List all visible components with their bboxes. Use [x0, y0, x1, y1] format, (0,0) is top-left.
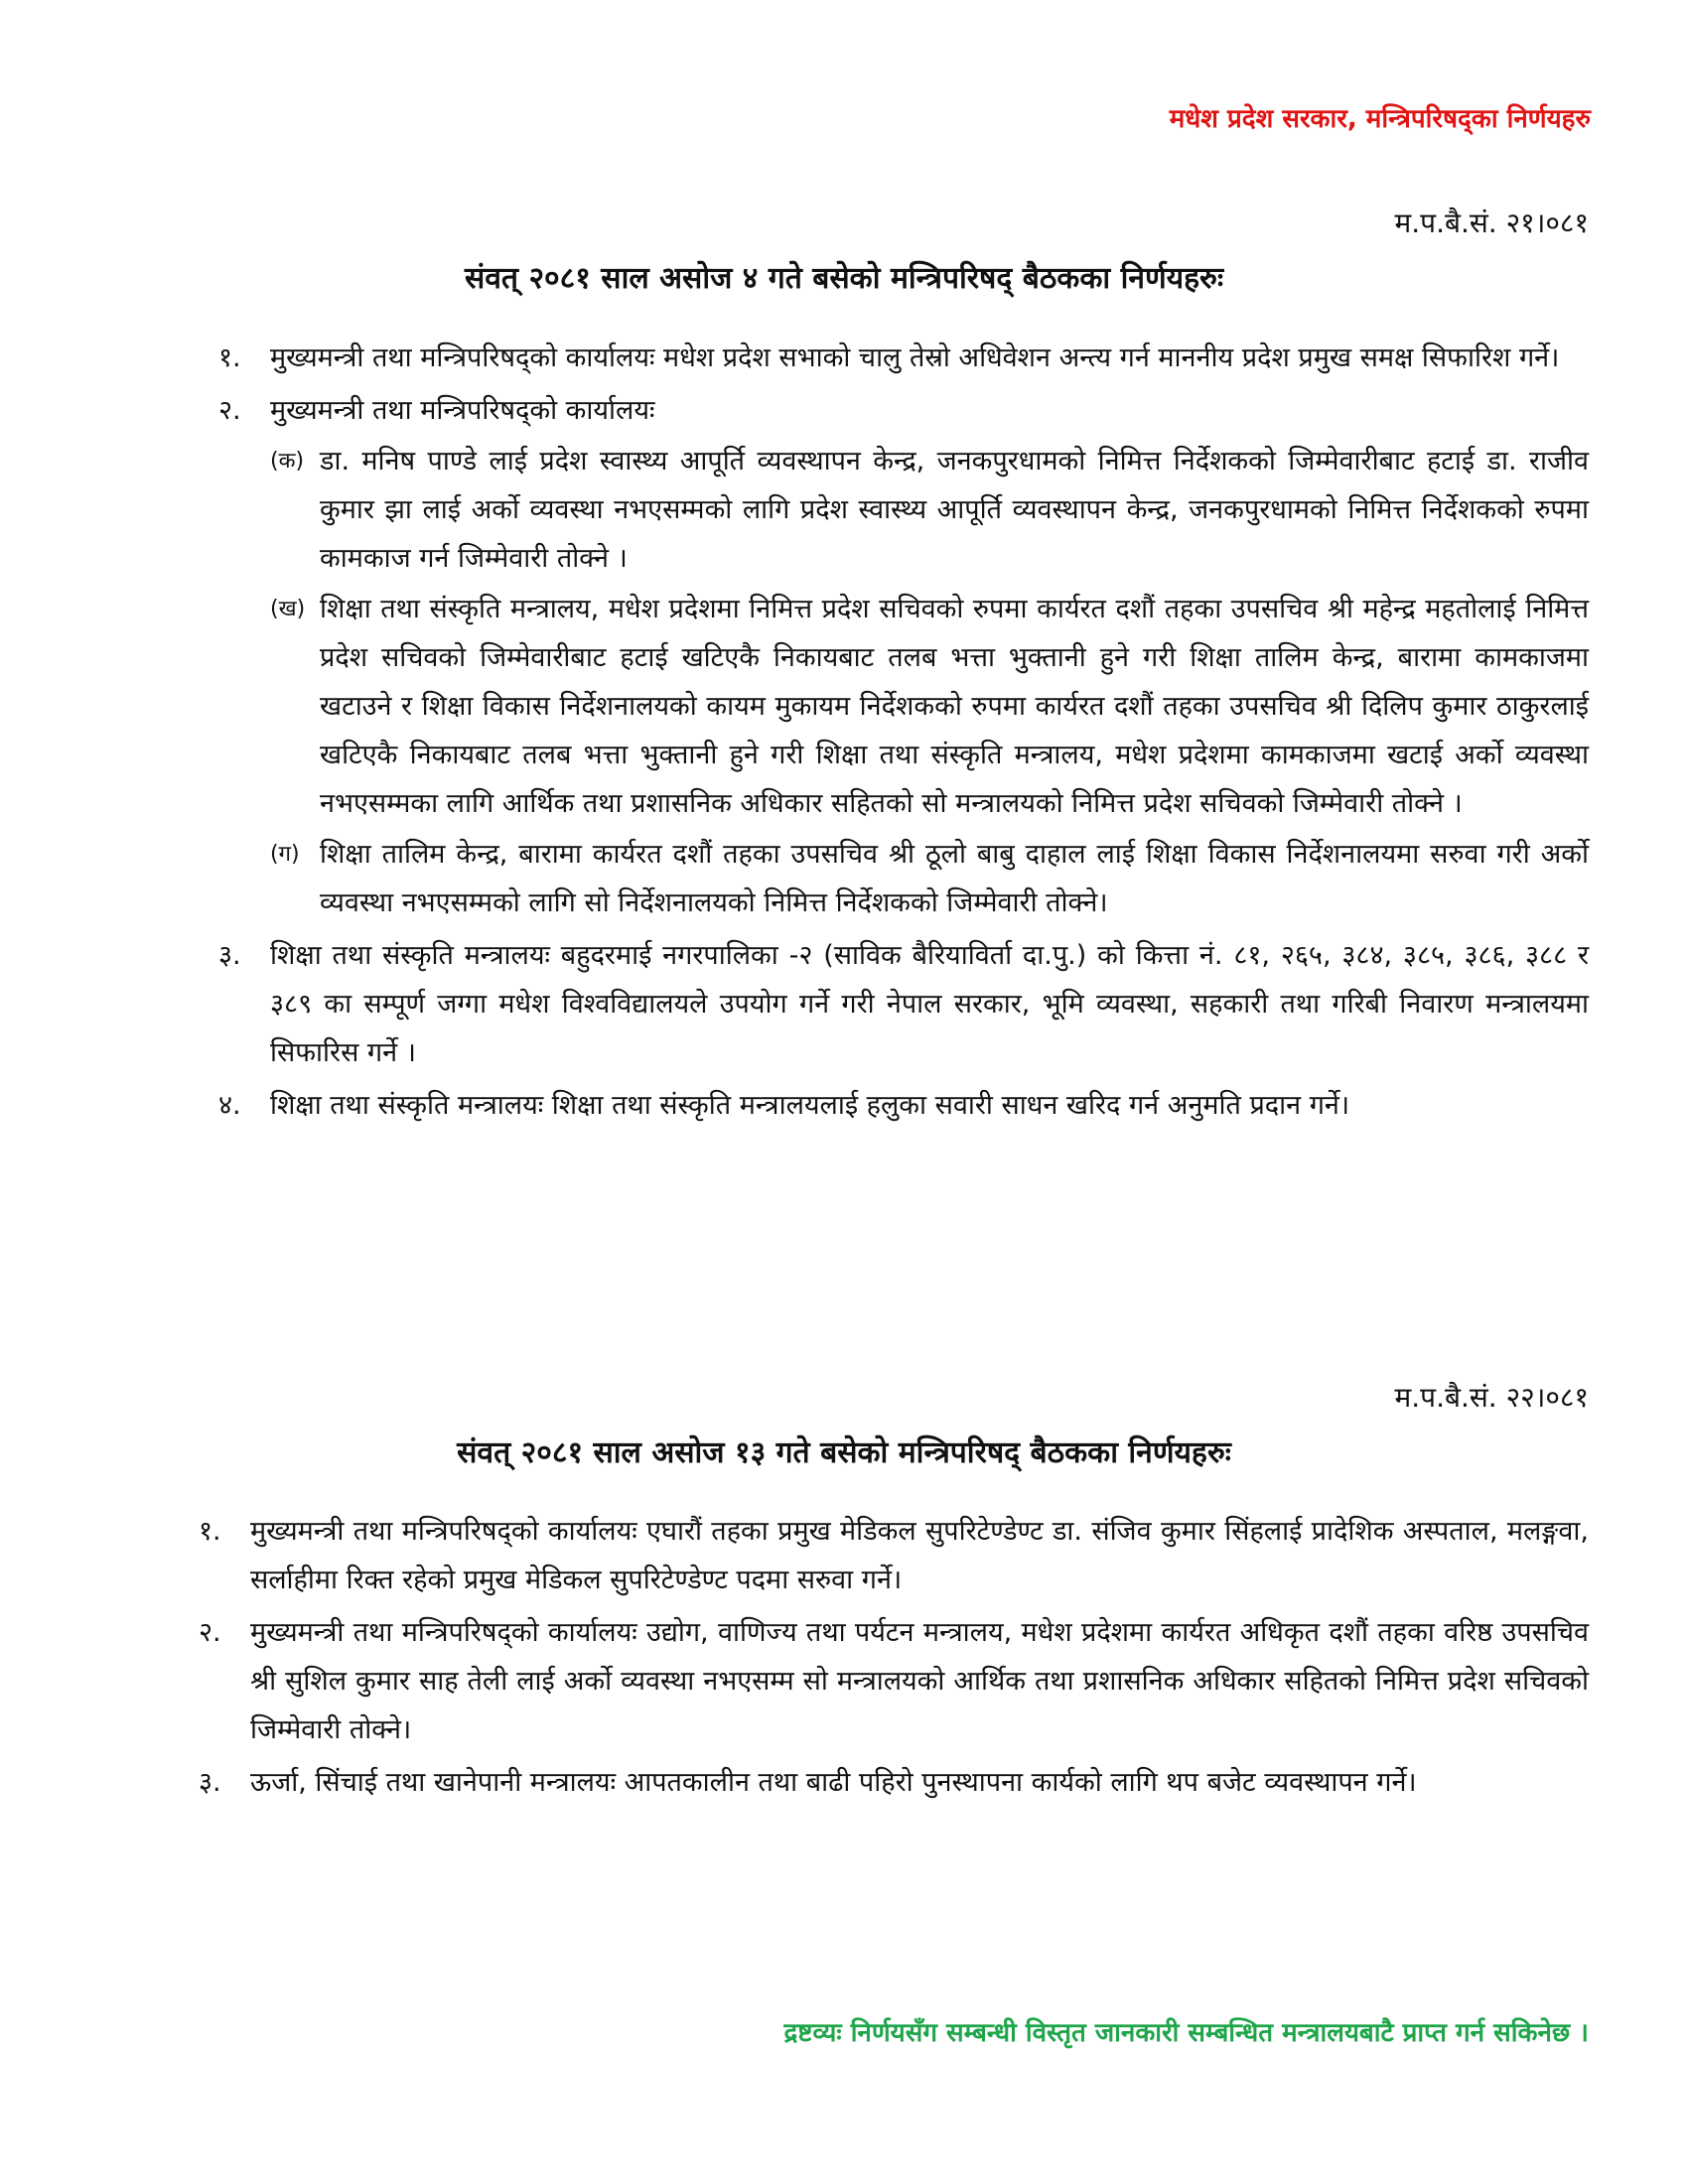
meeting-ref-21: म.प.बै.सं. २१।०८१	[1394, 206, 1589, 239]
sub-item-number: (क)	[270, 449, 305, 474]
meeting-ref-22: म.प.बै.सं. २२।०८१	[1394, 1381, 1589, 1414]
sub-item-text: शिक्षा तथा संस्कृति मन्त्रालय, मधेश प्रदेशमा निमित्त प्रदेश सचिवको रुपमा कार्यरत दशौं तहका उपसचिव श्री महेन्द्र महतोलाई निमित्त प्रदेश सचिवको जिम्मेवारीबाट हटाई खटिएकै निकायबाट तलब भत्ता भुक्तानी हुने गरी शिक्षा तालिम केन्द्र, बारामा कामकाजमा खटाउने र शिक्षा विकास निर्देशनालयको कायम मुकायम निर्देशकको रुपमा कार्यरत दशौं तहका उपसचिव श्री दिलिप कुमार ठाकुरलाई खटिएकै निकायबाट तलब भत्ता भुक्तानी हुने गरी शिक्षा तथा संस्कृति मन्त्रालय, मधेश प्रदेशमा कामकाजमा खटाई अर्को व्यवस्था नभएसम्मका लागि आर्थिक तथा प्रशासनिक अधिकार सहितको सो मन्त्रालयको निमित्त प्रदेश सचिवको जिम्मेवारी तोक्ने ।	[320, 594, 1589, 819]
item-number: ३.	[218, 940, 241, 971]
sub-decision-item	[270, 830, 1589, 927]
item-text: मुख्यमन्त्री तथा मन्त्रिपरिषद्को कार्यालयः एघारौं तहका प्रमुख मेडिकल सुपरिटेण्डेण्ट डा. संजिव कुमार सिंहलाई प्रादेशिक अस्पताल, मलङ्गवा, सर्लाहीमा रिक्त रहेको प्रमुख मेडिकल सुपरिटेण्डेण्ट पदमा सरुवा गर्ने।	[250, 1516, 1589, 1595]
item-number: १.	[199, 1516, 221, 1547]
item-text: ऊर्जा, सिंचाई तथा खानेपानी मन्त्रालयः आपतकालीन तथा बाढी पहिरो पुनस्थापना कार्यको लागि थप बजेट व्यवस्थापन गर्ने।	[250, 1767, 1417, 1798]
document-header-title: मधेश प्रदेश सरकार, मन्त्रिपरिषद्का निर्णयहरु	[1169, 104, 1591, 134]
item-number: १.	[218, 342, 241, 373]
decision-item	[199, 334, 1589, 382]
meeting-heading-21: संवत् २०८१ साल असोज ४ गते बसेको मन्त्रिपरिषद् बैठकका निर्णयहरुः	[464, 261, 1224, 296]
decision-item	[199, 386, 1589, 927]
decision-list-21	[199, 334, 1589, 1134]
item-number: २.	[218, 395, 241, 426]
item-text: मुख्यमन्त्री तथा मन्त्रिपरिषद्को कार्यालयः मधेश प्रदेश सभाको चालु तेस्रो अधिवेशन अन्त्य गर्न माननीय प्रदेश प्रमुख समक्ष सिफारिश गर्ने।	[270, 342, 1560, 373]
item-number: ३.	[199, 1767, 221, 1798]
item-text: मुख्यमन्त्री तथा मन्त्रिपरिषद्को कार्यालयः	[270, 395, 655, 426]
footer-note: द्रष्टव्यः निर्णयसँग सम्बन्धी विस्तृत जानकारी सम्बन्धित मन्त्रालयबाटै प्राप्त गर्न सकिनेछ ।	[783, 2018, 1589, 2048]
sub-item-number: (ग)	[270, 842, 300, 867]
sub-item-text: शिक्षा तालिम केन्द्र, बारामा कार्यरत दशौं तहका उपसचिव श्री ठूलो बाबु दाहाल लाई शिक्षा विकास निर्देशनालयमा सरुवा गरी अर्को व्यवस्था नभएसम्मको लागि सो निर्देशनालयको निमित्त निर्देशकको जिम्मेवारी तोक्ने।	[320, 839, 1589, 918]
sub-item-text: डा. मनिष पाण्डे लाई प्रदेश स्वास्थ्य आपूर्ति व्यवस्थापन केन्द्र, जनकपुरधामको निमित्त निर्देशकको जिम्मेवारीबाट हटाई डा. राजीव कुमार झा लाई अर्को व्यवस्था नभएसम्मको लागि प्रदेश स्वास्थ्य आपूर्ति व्यवस्थापन केन्द्र, जनकपुरधामको निमित्त निर्देशकको रुपमा कामकाज गर्न जिम्मेवारी तोक्ने ।	[320, 446, 1589, 574]
decision-item	[199, 931, 1589, 1077]
item-text: शिक्षा तथा संस्कृति मन्त्रालयः बहुदरमाई नगरपालिका -२ (साविक बैरियाविर्ता दा.पु.) को कित्ता नं. ८१, २६५, ३८४, ३८५, ३८६, ३८८ र ३८९ का सम्पूर्ण जग्गा मधेश विश्वविद्यालयले उपयोग गर्ने गरी नेपाल सरकार, भूमि व्यवस्था, सहकारी तथा गरिबी निवारण मन्त्रालयमा सिफारिस गर्ने ।	[270, 940, 1589, 1068]
sub-decision-item	[270, 585, 1589, 828]
decision-item	[199, 1608, 1589, 1754]
decision-item	[199, 1081, 1589, 1130]
item-text: मुख्यमन्त्री तथा मन्त्रिपरिषद्को कार्यालयः उद्योग, वाणिज्य तथा पर्यटन मन्त्रालय, मधेश प्रदेशमा कार्यरत अधिकृत दशौं तहका वरिष्ठ उपसचिव श्री सुशिल कुमार साह तेली लाई अर्को व्यवस्था नभएसम्म सो मन्त्रालयको आर्थिक तथा प्रशासनिक अधिकार सहितको निमित्त प्रदेश सचिवको जिम्मेवारी तोक्ने।	[250, 1617, 1589, 1745]
decision-item	[199, 1507, 1589, 1604]
item-number: २.	[199, 1617, 221, 1648]
sub-decision-item	[270, 437, 1589, 583]
decision-list-22	[199, 1507, 1589, 1811]
item-number: ४.	[218, 1090, 241, 1121]
decision-item	[199, 1758, 1589, 1807]
meeting-heading-22: संवत् २०८१ साल असोज १३ गते बसेको मन्त्रिपरिषद् बैठकका निर्णयहरुः	[457, 1435, 1231, 1470]
item-text: शिक्षा तथा संस्कृति मन्त्रालयः शिक्षा तथा संस्कृति मन्त्रालयलाई हलुका सवारी साधन खरिद गर्न अनुमति प्रदान गर्ने।	[270, 1090, 1350, 1121]
sub-item-number: (ख)	[270, 597, 306, 621]
